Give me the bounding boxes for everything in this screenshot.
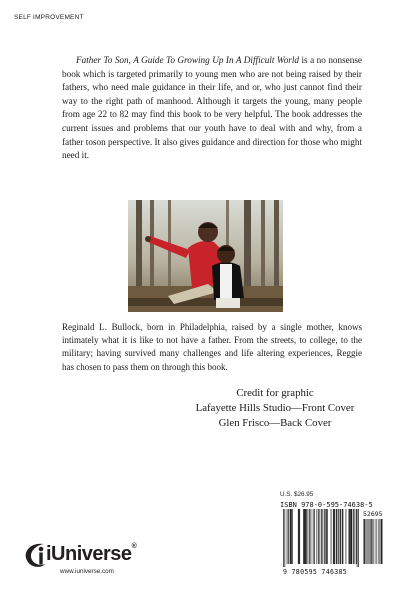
barcode-bar [352,509,353,564]
publisher-logo [24,540,164,586]
barcode-bar [349,509,350,564]
book-description [62,54,362,163]
barcode-bar [333,509,334,564]
barcode-bar [298,509,299,564]
barcode-bar [321,509,322,564]
barcode-bar [322,509,323,564]
author-bio: Reginald L. Bullock, born in Philadelphia, raised by a single mother, knows intimately what it is like to not have a father. From the streets, to college, to the military; having survived many challenges and life altering experiences, Reggie has chosen to pass them on through this book. [62,322,362,372]
barcode-bar [284,509,285,567]
barcode-bar [320,509,321,564]
barcode-bar [334,509,335,564]
barcode-bar [309,509,310,564]
barcode-bar [318,509,319,564]
barcode-bar [304,509,305,564]
barcode-bar [326,509,327,564]
ean-digits: 9 780595 746385 [283,568,348,576]
author-photo [128,200,283,312]
barcode-bar [305,509,306,564]
credit-front-cover: Lafayette Hills Studio—Front Cover [195,402,355,415]
barcode-bar [308,509,309,564]
addon-digits: 52695 [363,510,383,518]
father-and-son-photo [128,200,283,312]
isbn-label: ISBN 978-0-595-74638-5 [280,501,373,509]
barcode-bar [311,509,312,564]
publisher-url: www.iuniverse.com [60,568,114,575]
barcode-bar [327,509,328,564]
barcode-bar [325,509,326,564]
barcode-bar [291,509,292,564]
barcode-bar [342,509,343,564]
credits-heading: Credit for graphic [236,387,314,399]
barcode-bar [299,509,300,564]
barcode-bar [288,509,289,564]
barcode-bar [317,509,318,564]
barcode-bar [313,509,314,564]
barcode-bar [290,509,291,564]
barcode-bar [349,509,350,564]
barcode-bar [336,509,337,564]
barcode-bar [299,509,300,564]
barcode-bar [292,509,293,564]
book-description-body: is a no nonsense book which is targeted primarily to young men who are not being raised by their fathers, who need male guidance in their life, and or, who just cannot find their way to the right path of manhood. Although it targets the young, many people from age 22 to 82 may find this book to be very helpful. The book addresses the current issues and problems that our youth have to deal with and why, from a father toson perspective. It also gives guidance and direction for those who might need it. [62,55,362,161]
barcode-bar [305,509,306,564]
ean13-bars [283,509,359,567]
barcode-bar [351,509,352,564]
barcode-bar [353,509,354,564]
barcode-bar [324,509,325,564]
barcode-bar [343,509,344,564]
barcode-bar [331,509,332,564]
price-label: U.S. $26.95 [280,491,314,498]
barcode-bar [290,509,291,564]
barcode-bar [340,509,341,564]
isbn-barcode [279,509,385,571]
barcode-bar [356,509,357,564]
barcode-bar [337,509,338,564]
barcode-bar [355,509,356,564]
graphic-credits [150,386,400,432]
barcode-bar [303,509,304,564]
barcode-bar [358,509,359,567]
barcode-bar [314,509,315,564]
barcode-bar [338,509,339,564]
barcode-bar [340,509,341,564]
barcode-bar [334,509,335,564]
publisher-name: iUniverse® [46,543,137,565]
barcode-bar [346,509,347,564]
barcode-bar [287,509,288,564]
ean5-addon-bars [363,519,383,564]
barcode-bar [283,509,284,567]
category-label: SELF IMPROVEMENT [14,14,84,21]
book-title: Father To Son, A Guide To Growing Up In A Difficult World [76,55,300,65]
barcode-bar [350,509,351,564]
barcode-bar [357,509,358,567]
credit-back-cover: Glen Frisco—Back Cover [218,417,332,430]
barcode-bar [306,509,307,564]
